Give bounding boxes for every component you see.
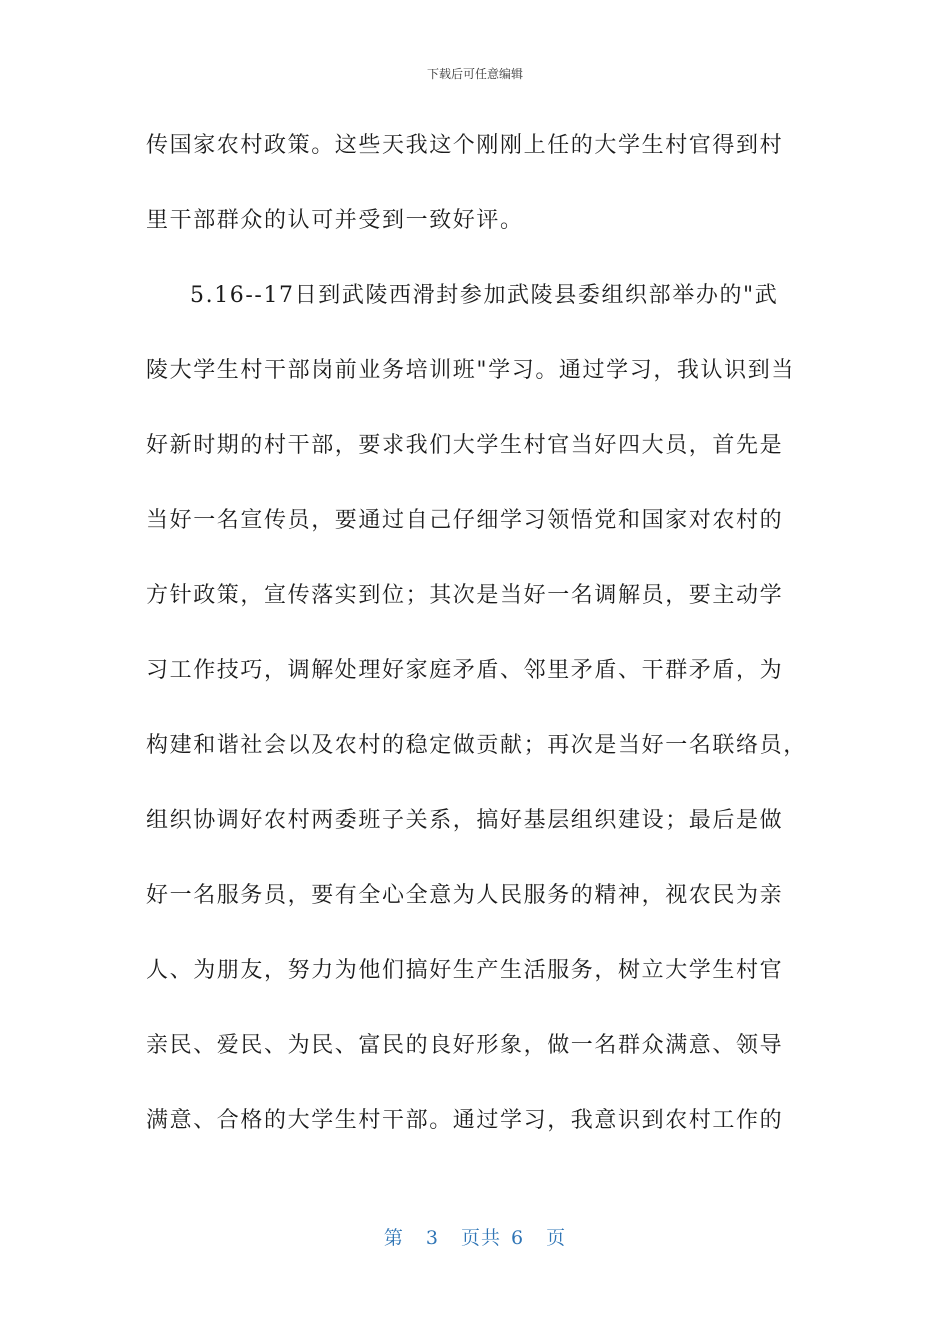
text-line: 里干部群众的认可并受到一致好评。: [146, 208, 524, 233]
page-label-suffix: 页: [546, 1227, 567, 1249]
text-line: 陵大学生村干部岗前业务培训班"学习。通过学习，我认识到当: [146, 358, 795, 383]
page-footer: [0, 1226, 950, 1250]
text-line: 组织协调好农村两委班子关系，搞好基层组织建设；最后是做: [146, 808, 784, 833]
text-line: 5.16--17日到武陵西滑封参加武陵县委组织部举办的"武: [190, 283, 779, 308]
text-line: 满意、合格的大学生村干部。通过学习，我意识到农村工作的: [146, 1108, 784, 1133]
text-line: 亲民、爱民、为民、富民的良好形象，做一名群众满意、领导: [146, 1033, 784, 1058]
text-line: 人、为朋友，努力为他们搞好生产生活服务，树立大学生村官: [146, 958, 784, 983]
text-line: 构建和谐社会以及农村的稳定做贡献；再次是当好一名联络员，: [146, 733, 807, 758]
page-label-prefix: 第: [383, 1227, 404, 1249]
page-label-mid: 页共: [460, 1227, 501, 1249]
text-line: 习工作技巧，调解处理好家庭矛盾、邻里矛盾、干群矛盾，为: [146, 658, 784, 683]
text-line: 当好一名宣传员，要通过自己仔细学习领悟党和国家对农村的: [146, 508, 784, 533]
total-pages-number: 6: [511, 1227, 525, 1249]
text-line: 好新时期的村干部，要求我们大学生村官当好四大员，首先是: [146, 433, 784, 458]
text-line: 好一名服务员，要有全心全意为人民服务的精神，视农民为亲: [146, 883, 784, 908]
page-header: 下载后可任意编辑: [426, 67, 523, 81]
current-page-number: 3: [425, 1227, 439, 1249]
text-line: 传国家农村政策。这些天我这个刚刚上任的大学生村官得到村: [146, 133, 784, 158]
text-line: 方针政策，宣传落实到位；其次是当好一名调解员，要主动学: [146, 583, 784, 608]
